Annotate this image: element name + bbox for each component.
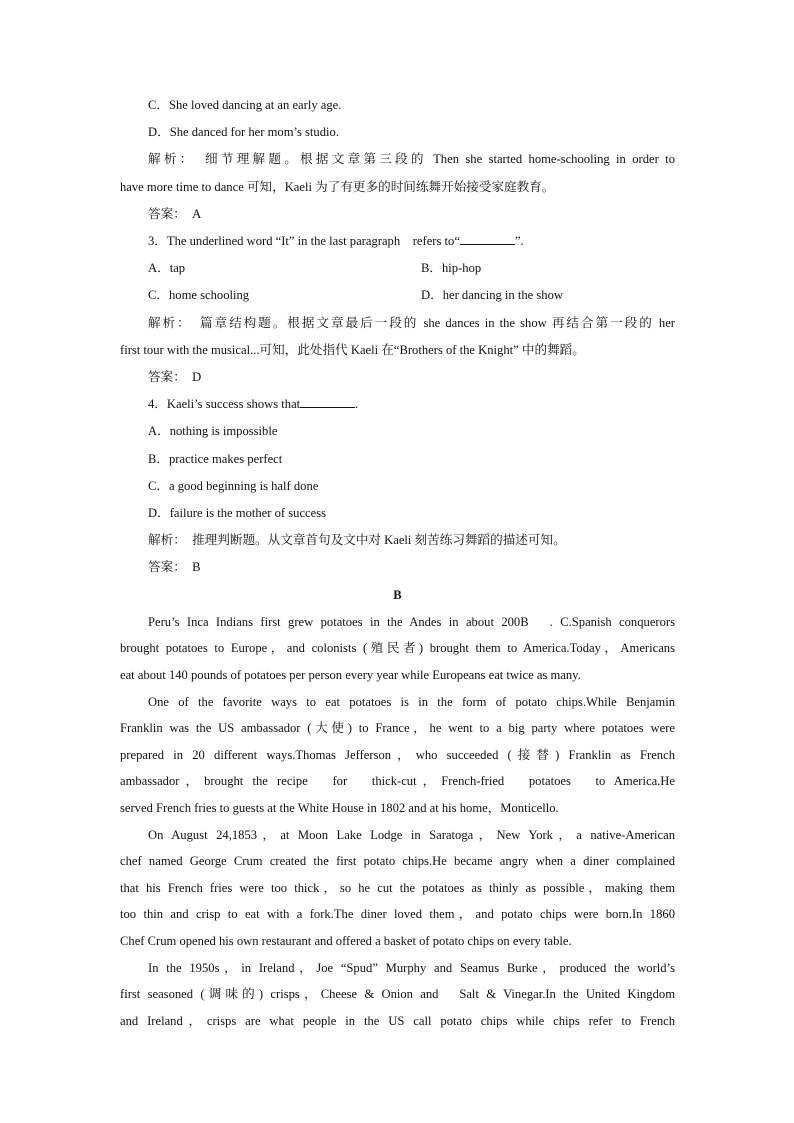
paragraph-line: first seasoned (调味的) crisps，Cheese & Onion and Salt & Vinegar.In the United Kingdom [120,987,675,1002]
q3-option-c: C．home schooling [148,288,250,303]
q3-answer: 答案： D [148,370,202,385]
q2-option-c: C．She loved dancing at an early age. [148,98,342,112]
passage-paragraph-4 [120,955,675,1035]
q3-answer-blank [460,232,515,245]
paragraph-line: ambassador，brought the recipe for thick-cut，French-fried potatoes to America.He [120,774,675,789]
paragraph-line: eat about 140 pounds of potatoes per person every year while Europeans eat twice as many. [120,668,581,683]
document-page [120,92,675,1034]
q4-stem-text: 4．Kaeli’s success shows that [148,397,301,412]
passage-paragraph-3 [120,822,675,955]
q3-stem [120,228,675,255]
q4-option-b: B．practice makes perfect [148,451,283,466]
q4-option-d: D．failure is the mother of success [148,506,327,521]
q2-option-d: D．She danced for her mom’s studio. [148,125,339,140]
paragraph-line: Chef Crum opened his own restaurant and offered a basket of potato chips on every table. [120,933,572,948]
paragraph-line: prepared in 20 different ways.Thomas Jefferson，who succeeded (接替) Franklin as French [120,747,675,762]
q3-stem-text: 3．The underlined word “It” in the last paragraph refers to“ [148,234,460,249]
q2-answer: 答案： A [148,206,202,221]
paragraph-line: that his French fries were too thick，so he cut the potatoes as thinly as possible，making them [120,880,675,895]
passage-paragraph-2 [120,689,675,822]
paragraph-line: too thin and crisp to eat with a fork.The diner loved them，and potato chips were born.In 1860 [120,907,675,922]
paragraph-line: One of the favorite ways to eat potatoes is in the form of potato chips.While Benjamin [148,694,675,709]
q4-answer: 答案： B [148,560,201,575]
q2-analysis-line-2: have more time to dance 可知，Kaeli 为了有更多的时间练舞开始接受家庭教育。 [120,179,555,194]
paragraph-line: brought potatoes to Europe，and colonists (殖民者) brought them to America.Today，Americans [120,641,675,656]
q2-analysis-line-1: 解析： 细节理解题。根据文章第三段的 Then she started home-schooling in order to [148,152,675,167]
q4-answer-blank [300,395,355,408]
q3-option-b: B．hip-hop [421,261,482,276]
q3-stem-end: ”. [514,234,524,249]
q3-option-d: D．her dancing in the show [421,288,563,303]
paragraph-line: and Ireland，crisps are what people in the US call potato chips while chips refer to French [120,1013,675,1028]
paragraph-line: Peru’s Inca Indians first grew potatoes in the Andes in about 200B . C.Spanish conquerors [148,614,675,629]
q3-option-a: A．tap [148,261,186,276]
q4-option-a: A．nothing is impossible [148,424,278,439]
paragraph-line: On August 24,1853，at Moon Lake Lodge in Saratoga，New York，a native-American [148,827,675,842]
paragraph-line: served French fries to guests at the White House in 1802 and at his home，Monticello. [120,801,559,816]
q4-analysis: 解析： 推理判断题。从文章首句及文中对 Kaeli 刻苦练习舞蹈的描述可知。 [148,533,566,548]
paragraph-line: In the 1950s，in Ireland，Joe “Spud” Murphy and Seamus Burke，produced the world’s [148,960,675,975]
q4-stem [120,391,675,418]
q3-options-row-2 [120,282,675,309]
q3-options-row-1 [120,255,675,282]
q3-analysis-line-1: 解析： 篇章结构题。根据文章最后一段的 she dances in the show 再结合第一段的 her [148,315,675,330]
paragraph-line: Franklin was the US ambassador (大使) to France，he went to a big party where potatoes were [120,721,675,736]
passage-paragraph-1 [120,609,675,689]
section-b-heading: B [393,587,402,602]
q3-analysis-line-2: first tour with the musical...可知，此处指代 Kaeli 在“Brothers of the Knight” 中的舞蹈。 [120,342,585,357]
paragraph-line: chef named George Crum created the first potato chips.He became angry when a diner complained [120,854,675,869]
q4-stem-end: . [355,397,359,412]
q4-option-c: C．a good beginning is half done [148,478,319,493]
